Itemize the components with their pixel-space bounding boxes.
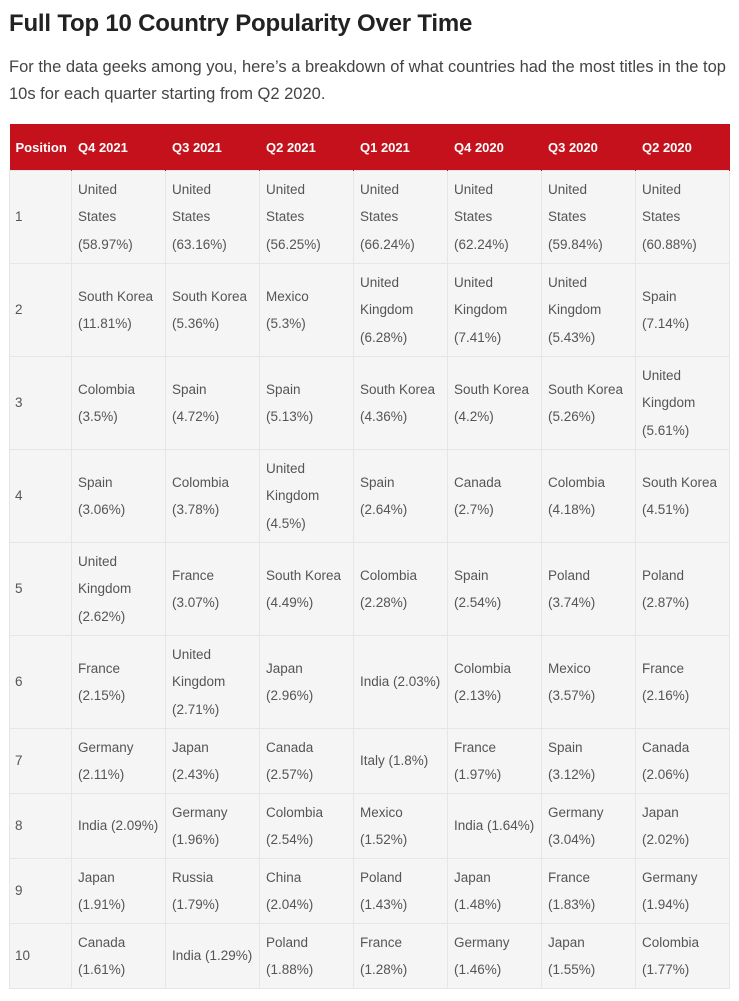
table-cell: Canada (2.06%) [636,729,730,794]
col-header-position: Position [10,124,72,171]
table-cell: South Korea (5.36%) [166,264,260,357]
table-header [10,124,730,171]
table-cell: India (1.64%) [448,794,542,859]
table-cell: Poland (3.74%) [542,543,636,636]
table-cell: France (1.97%) [448,729,542,794]
table-cell: France (1.28%) [354,924,448,989]
table-cell: United States (58.97%) [72,171,166,264]
table-cell: China (2.04%) [260,859,354,924]
table-row [10,450,730,543]
table-cell: Germany (1.46%) [448,924,542,989]
table-cell: Japan (2.96%) [260,636,354,729]
table-cell: Spain (2.54%) [448,543,542,636]
position-cell: 5 [10,543,72,636]
col-header-q3-2020: Q3 2020 [542,124,636,171]
table-cell: Canada (1.61%) [72,924,166,989]
position-cell: 1 [10,171,72,264]
table-body [10,171,730,989]
col-header-q4-2020: Q4 2020 [448,124,542,171]
table-cell: United States (56.25%) [260,171,354,264]
col-header-q2-2021: Q2 2021 [260,124,354,171]
table-row [10,636,730,729]
table-cell: United States (60.88%) [636,171,730,264]
table-cell: Spain (2.64%) [354,450,448,543]
table-cell: Italy (1.8%) [354,729,448,794]
table-cell: United States (63.16%) [166,171,260,264]
table-cell: Colombia (4.18%) [542,450,636,543]
table-cell: France (2.15%) [72,636,166,729]
col-header-q1-2021: Q1 2021 [354,124,448,171]
col-header-q3-2021: Q3 2021 [166,124,260,171]
table-row [10,794,730,859]
table-cell: South Korea (5.26%) [542,357,636,450]
table-cell: United Kingdom (5.61%) [636,357,730,450]
table-cell: Spain (4.72%) [166,357,260,450]
table-cell: Japan (1.55%) [542,924,636,989]
table-cell: France (3.07%) [166,543,260,636]
table-cell: India (2.09%) [72,794,166,859]
position-cell: 9 [10,859,72,924]
table-cell: Mexico (3.57%) [542,636,636,729]
table-cell: United Kingdom (2.71%) [166,636,260,729]
country-popularity-table [9,124,730,989]
table-cell: Colombia (3.5%) [72,357,166,450]
col-header-q4-2021: Q4 2021 [72,124,166,171]
table-cell: Colombia (2.13%) [448,636,542,729]
table-cell: South Korea (4.2%) [448,357,542,450]
table-cell: South Korea (4.49%) [260,543,354,636]
table-cell: Japan (1.48%) [448,859,542,924]
table-cell: Japan (2.02%) [636,794,730,859]
table-cell: United States (59.84%) [542,171,636,264]
table-cell: Poland (2.87%) [636,543,730,636]
table-cell: United States (62.24%) [448,171,542,264]
table-cell: United States (66.24%) [354,171,448,264]
table-cell: Colombia (3.78%) [166,450,260,543]
col-header-q2-2020: Q2 2020 [636,124,730,171]
table-cell: Poland (1.88%) [260,924,354,989]
header-row [10,124,730,171]
table-row [10,729,730,794]
table-cell: Colombia (1.77%) [636,924,730,989]
table-row [10,924,730,989]
table-cell: Germany (2.11%) [72,729,166,794]
table-cell: Canada (2.57%) [260,729,354,794]
position-cell: 4 [10,450,72,543]
table-cell: Germany (1.94%) [636,859,730,924]
table-cell: Colombia (2.54%) [260,794,354,859]
table-cell: Poland (1.43%) [354,859,448,924]
position-cell: 8 [10,794,72,859]
position-cell: 3 [10,357,72,450]
table-row [10,171,730,264]
table-cell: Japan (2.43%) [166,729,260,794]
table-cell: Spain (7.14%) [636,264,730,357]
table-row [10,264,730,357]
table-cell: United Kingdom (5.43%) [542,264,636,357]
table-cell: Spain (3.12%) [542,729,636,794]
table-cell: France (1.83%) [542,859,636,924]
table-cell: Spain (5.13%) [260,357,354,450]
table-row [10,543,730,636]
table-cell: Colombia (2.28%) [354,543,448,636]
position-cell: 2 [10,264,72,357]
table-cell: Russia (1.79%) [166,859,260,924]
table-cell: United Kingdom (4.5%) [260,450,354,543]
table-cell: France (2.16%) [636,636,730,729]
table-cell: India (2.03%) [354,636,448,729]
position-cell: 10 [10,924,72,989]
table-cell: Germany (3.04%) [542,794,636,859]
table-cell: Spain (3.06%) [72,450,166,543]
table-cell: India (1.29%) [166,924,260,989]
table-cell: United Kingdom (2.62%) [72,543,166,636]
table-cell: United Kingdom (7.41%) [448,264,542,357]
table-cell: Germany (1.96%) [166,794,260,859]
position-cell: 7 [10,729,72,794]
table-cell: Mexico (5.3%) [260,264,354,357]
table-cell: Japan (1.91%) [72,859,166,924]
table-cell: United Kingdom (6.28%) [354,264,448,357]
table-cell: Mexico (1.52%) [354,794,448,859]
position-cell: 6 [10,636,72,729]
table-cell: South Korea (4.51%) [636,450,730,543]
table-cell: Canada (2.7%) [448,450,542,543]
table-row [10,859,730,924]
intro-paragraph: For the data geeks among you, here’s a breakdown of what countries had the most titles in the top 10s for each quarter starting from Q2 2020. [9,58,726,103]
table-cell: South Korea (4.36%) [354,357,448,450]
section-heading: Full Top 10 Country Popularity Over Time [9,10,473,37]
table-cell: South Korea (11.81%) [72,264,166,357]
table-row [10,357,730,450]
